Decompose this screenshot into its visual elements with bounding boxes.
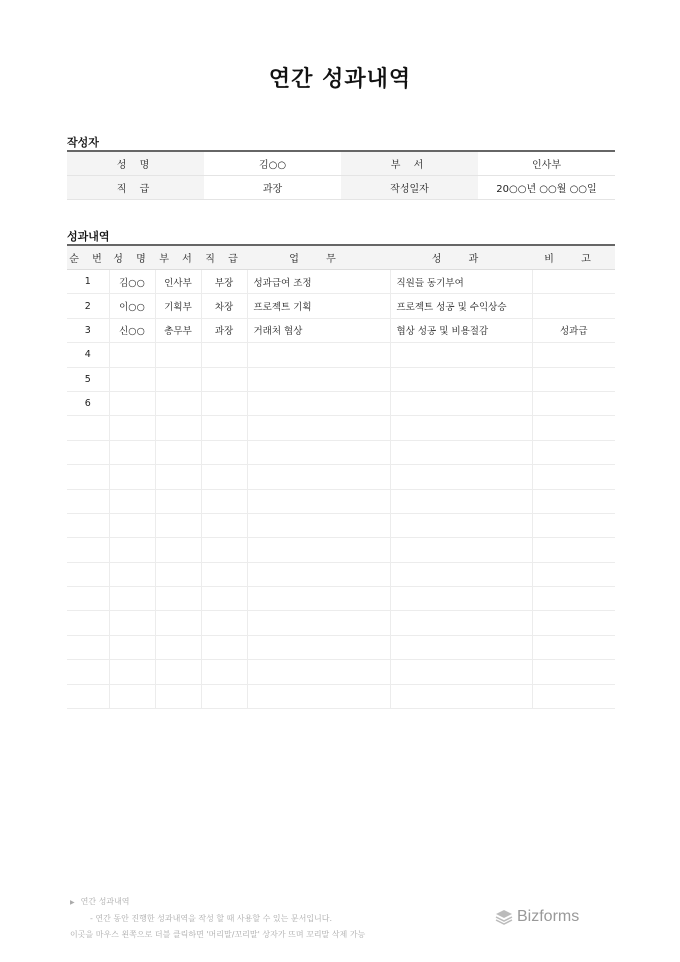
cell-position[interactable]: [201, 684, 247, 708]
cell-note[interactable]: [532, 611, 615, 635]
header-position: 직 급: [201, 245, 247, 270]
cell-name[interactable]: [109, 367, 155, 391]
cell-seq[interactable]: 3: [67, 318, 109, 342]
cell-position[interactable]: [201, 489, 247, 513]
cell-result[interactable]: [390, 684, 532, 708]
cell-seq[interactable]: 5: [67, 367, 109, 391]
cell-name[interactable]: [109, 440, 155, 464]
cell-result[interactable]: 직원들 동기부여: [390, 270, 532, 294]
cell-department[interactable]: [155, 538, 201, 562]
performance-header-row: [67, 245, 615, 270]
cell-result[interactable]: 프로젝트 성공 및 수익상승: [390, 294, 532, 318]
table-row: [67, 660, 615, 684]
cell-task[interactable]: [247, 391, 390, 415]
cell-task[interactable]: [247, 440, 390, 464]
table-row: [67, 635, 615, 659]
cell-result[interactable]: [390, 611, 532, 635]
cell-department[interactable]: [155, 391, 201, 415]
cell-position[interactable]: [201, 660, 247, 684]
cell-position[interactable]: [201, 635, 247, 659]
document-title: 연간 성과내역: [268, 67, 412, 92]
department-value[interactable]: 인사부: [478, 151, 615, 176]
date-value[interactable]: 20○○년 ○○월 ○○일: [478, 176, 615, 200]
table-row: [67, 367, 615, 391]
cell-name[interactable]: [109, 684, 155, 708]
table-row: [67, 465, 615, 489]
table-row: [67, 562, 615, 586]
position-label: 직 급: [67, 176, 204, 200]
cell-department[interactable]: [155, 684, 201, 708]
table-row: [67, 587, 615, 611]
cell-department[interactable]: [155, 513, 201, 537]
cell-note[interactable]: [532, 270, 615, 294]
cell-result[interactable]: [390, 440, 532, 464]
cell-seq[interactable]: [67, 684, 109, 708]
cell-seq[interactable]: [67, 611, 109, 635]
cell-note[interactable]: [532, 367, 615, 391]
cell-name[interactable]: [109, 562, 155, 586]
cell-task[interactable]: [247, 635, 390, 659]
cell-seq[interactable]: 4: [67, 343, 109, 367]
cell-task[interactable]: [247, 587, 390, 611]
cell-note[interactable]: [532, 465, 615, 489]
cell-position[interactable]: [201, 562, 247, 586]
cell-seq[interactable]: [67, 465, 109, 489]
cell-department[interactable]: 총무부: [155, 318, 201, 342]
cell-name[interactable]: [109, 343, 155, 367]
cell-note[interactable]: [532, 587, 615, 611]
cell-position[interactable]: [201, 416, 247, 440]
cell-task[interactable]: 성과급여 조정: [247, 270, 390, 294]
cell-note[interactable]: [532, 635, 615, 659]
author-row: [67, 151, 615, 176]
cell-position[interactable]: 과장: [201, 318, 247, 342]
author-row: [67, 176, 615, 200]
cell-department[interactable]: [155, 489, 201, 513]
cell-department[interactable]: [155, 562, 201, 586]
cell-seq[interactable]: 1: [67, 270, 109, 294]
table-row: [67, 391, 615, 415]
table-row: [67, 318, 615, 342]
cell-task[interactable]: [247, 611, 390, 635]
cell-department[interactable]: [155, 440, 201, 464]
cell-department[interactable]: 인사부: [155, 270, 201, 294]
cell-name[interactable]: 신○○: [109, 318, 155, 342]
cell-result[interactable]: [390, 538, 532, 562]
cell-task[interactable]: 거래처 협상: [247, 318, 390, 342]
footer-description: - 연간 동안 진행한 성과내역을 작성 할 때 사용할 수 있는 문서입니다.: [90, 914, 333, 923]
department-label: 부 서: [341, 151, 478, 176]
cell-name[interactable]: [109, 538, 155, 562]
cell-department[interactable]: [155, 416, 201, 440]
cell-task[interactable]: [247, 416, 390, 440]
cell-task[interactable]: [247, 367, 390, 391]
cell-result[interactable]: [390, 367, 532, 391]
cell-name[interactable]: [109, 660, 155, 684]
name-value[interactable]: 김○○: [204, 151, 341, 176]
header-task: 업 무: [247, 245, 390, 270]
cell-note[interactable]: [532, 391, 615, 415]
table-row: [67, 684, 615, 708]
cell-result[interactable]: [390, 489, 532, 513]
cell-result[interactable]: [390, 587, 532, 611]
cell-note[interactable]: [532, 294, 615, 318]
cell-position[interactable]: [201, 611, 247, 635]
cell-department[interactable]: [155, 660, 201, 684]
cell-seq[interactable]: [67, 489, 109, 513]
cell-note[interactable]: [532, 562, 615, 586]
cell-result[interactable]: [390, 635, 532, 659]
cell-seq[interactable]: [67, 587, 109, 611]
cell-name[interactable]: [109, 611, 155, 635]
cell-note[interactable]: [532, 684, 615, 708]
cell-note[interactable]: [532, 416, 615, 440]
header-name: 성 명: [109, 245, 155, 270]
bizforms-logo-icon: [495, 909, 513, 925]
cell-task[interactable]: [247, 538, 390, 562]
header-department: 부 서: [155, 245, 201, 270]
cell-task[interactable]: [247, 513, 390, 537]
cell-name[interactable]: [109, 489, 155, 513]
cell-position[interactable]: [201, 538, 247, 562]
triangle-right-icon: ▶: [70, 899, 75, 906]
cell-seq[interactable]: 6: [67, 391, 109, 415]
cell-note[interactable]: [532, 513, 615, 537]
cell-result[interactable]: [390, 465, 532, 489]
cell-result[interactable]: [390, 562, 532, 586]
cell-position[interactable]: [201, 343, 247, 367]
table-row: [67, 611, 615, 635]
cell-position[interactable]: [201, 367, 247, 391]
cell-position[interactable]: [201, 391, 247, 415]
date-label: 작성일자: [341, 176, 478, 200]
cell-seq[interactable]: [67, 562, 109, 586]
cell-seq[interactable]: [67, 660, 109, 684]
cell-seq[interactable]: 2: [67, 294, 109, 318]
cell-seq[interactable]: [67, 440, 109, 464]
cell-seq[interactable]: [67, 513, 109, 537]
cell-department[interactable]: [155, 465, 201, 489]
cell-name[interactable]: [109, 513, 155, 537]
cell-note[interactable]: [532, 343, 615, 367]
cell-task[interactable]: [247, 660, 390, 684]
table-row: [67, 416, 615, 440]
cell-task[interactable]: 프로젝트 기획: [247, 294, 390, 318]
cell-name[interactable]: 김○○: [109, 270, 155, 294]
cell-result[interactable]: [390, 343, 532, 367]
cell-result[interactable]: [390, 416, 532, 440]
table-row: [67, 294, 615, 318]
performance-table: [67, 244, 615, 709]
cell-note[interactable]: [532, 538, 615, 562]
author-info-table: [67, 150, 615, 200]
table-row: [67, 343, 615, 367]
cell-name[interactable]: [109, 465, 155, 489]
footer-title: 연간 성과내역: [80, 897, 130, 906]
cell-position[interactable]: 차장: [201, 294, 247, 318]
cell-note[interactable]: [532, 440, 615, 464]
cell-name[interactable]: [109, 635, 155, 659]
table-row: [67, 513, 615, 537]
cell-result[interactable]: [390, 391, 532, 415]
performance-section-label: 성과내역: [67, 230, 110, 243]
cell-position[interactable]: [201, 513, 247, 537]
cell-note[interactable]: [532, 660, 615, 684]
cell-department[interactable]: [155, 587, 201, 611]
cell-position[interactable]: [201, 465, 247, 489]
cell-seq[interactable]: [67, 416, 109, 440]
cell-task[interactable]: [247, 489, 390, 513]
table-row: [67, 440, 615, 464]
cell-department[interactable]: [155, 611, 201, 635]
cell-position[interactable]: 부장: [201, 270, 247, 294]
cell-note[interactable]: 성과급: [532, 318, 615, 342]
cell-seq[interactable]: [67, 635, 109, 659]
cell-position[interactable]: [201, 440, 247, 464]
table-row: [67, 489, 615, 513]
cell-task[interactable]: [247, 562, 390, 586]
footer-instruction: 이곳을 마우스 왼쪽으로 더블 클릭하면 '머리말/꼬리말' 상자가 뜨며 꼬리말 삭제 가능: [70, 930, 366, 939]
logo-text: Bizforms: [517, 908, 580, 925]
cell-name[interactable]: [109, 587, 155, 611]
cell-seq[interactable]: [67, 538, 109, 562]
header-seq: 순 번: [67, 245, 109, 270]
cell-task[interactable]: [247, 343, 390, 367]
table-row: [67, 538, 615, 562]
cell-result[interactable]: [390, 513, 532, 537]
cell-task[interactable]: [247, 465, 390, 489]
header-result: 성 과: [390, 245, 532, 270]
name-label: 성 명: [67, 151, 204, 176]
bizforms-logo: [495, 908, 579, 926]
header-note: 비 고: [532, 245, 615, 270]
cell-department[interactable]: [155, 367, 201, 391]
cell-department[interactable]: [155, 635, 201, 659]
cell-name[interactable]: [109, 416, 155, 440]
cell-result[interactable]: 협상 성공 및 비용절감: [390, 318, 532, 342]
cell-department[interactable]: [155, 343, 201, 367]
cell-department[interactable]: 기획부: [155, 294, 201, 318]
cell-note[interactable]: [532, 489, 615, 513]
cell-position[interactable]: [201, 587, 247, 611]
position-value[interactable]: 과장: [204, 176, 341, 200]
footer-note: [70, 894, 365, 943]
author-section-label: 작성자: [67, 136, 99, 149]
cell-name[interactable]: 이○○: [109, 294, 155, 318]
table-row: [67, 270, 615, 294]
cell-name[interactable]: [109, 391, 155, 415]
cell-task[interactable]: [247, 684, 390, 708]
cell-result[interactable]: [390, 660, 532, 684]
